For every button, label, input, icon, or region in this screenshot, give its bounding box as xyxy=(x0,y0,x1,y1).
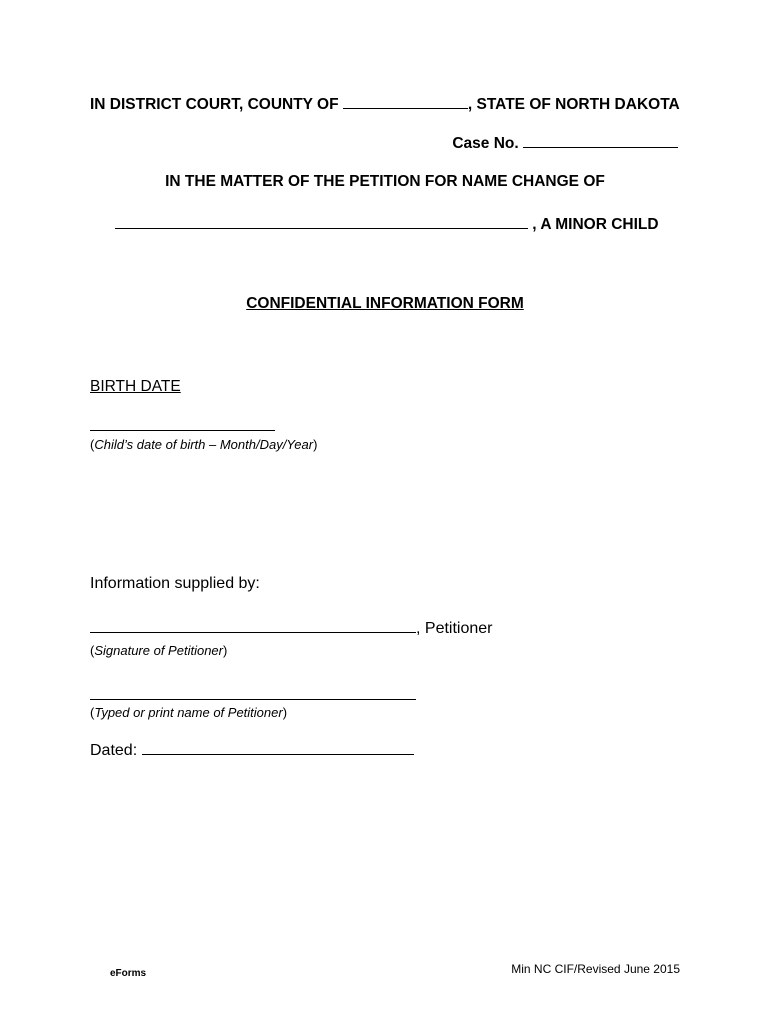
case-number-row xyxy=(452,135,678,153)
minor-child-row xyxy=(115,216,659,234)
dated-label: Dated: xyxy=(90,742,142,759)
typed-name-caption xyxy=(90,705,287,720)
case-number-blank-line xyxy=(523,147,678,148)
caption-paren: ( xyxy=(90,643,95,658)
caption-paren: ) xyxy=(222,643,228,658)
caption-paren: ) xyxy=(313,437,318,452)
birth-date-caption xyxy=(90,437,317,452)
caption-paren: ) xyxy=(282,705,288,720)
court-heading xyxy=(90,96,680,114)
court-suffix: , STATE OF NORTH DAKOTA xyxy=(467,96,680,113)
eforms-logo: eForms xyxy=(110,968,147,979)
caption-text: Signature of Petitioner xyxy=(94,643,223,658)
supplied-by-heading: Information supplied by: xyxy=(90,575,260,592)
caption-text: Typed or print name of Petitioner xyxy=(94,705,283,720)
birth-date-heading: BIRTH DATE xyxy=(90,378,181,395)
birth-date-blank-line xyxy=(90,430,275,431)
petitioner-suffix: , Petitioner xyxy=(416,620,493,637)
dated-blank-line xyxy=(142,754,414,755)
caption-text: Child’s date of birth – Month/Day/Year xyxy=(94,437,314,452)
dated-row xyxy=(90,742,414,760)
typed-name-blank-line xyxy=(90,699,416,700)
caption-paren: ( xyxy=(90,705,95,720)
caption-paren: ( xyxy=(90,437,95,452)
form-title: CONFIDENTIAL INFORMATION FORM xyxy=(246,295,524,312)
signature-blank-line xyxy=(90,632,416,633)
county-blank-line xyxy=(343,108,468,109)
petitioner-signature-row xyxy=(90,620,492,638)
case-label: Case No. xyxy=(452,135,523,152)
revision-note: Min NC CIF/Revised June 2015 xyxy=(511,962,680,976)
child-name-blank-line xyxy=(115,228,528,229)
minor-suffix: , A MINOR CHILD xyxy=(528,216,659,233)
signature-caption xyxy=(90,643,227,658)
matter-title: IN THE MATTER OF THE PETITION FOR NAME CHANGE OF xyxy=(165,173,605,190)
court-prefix: IN DISTRICT COURT, COUNTY OF xyxy=(90,96,343,113)
